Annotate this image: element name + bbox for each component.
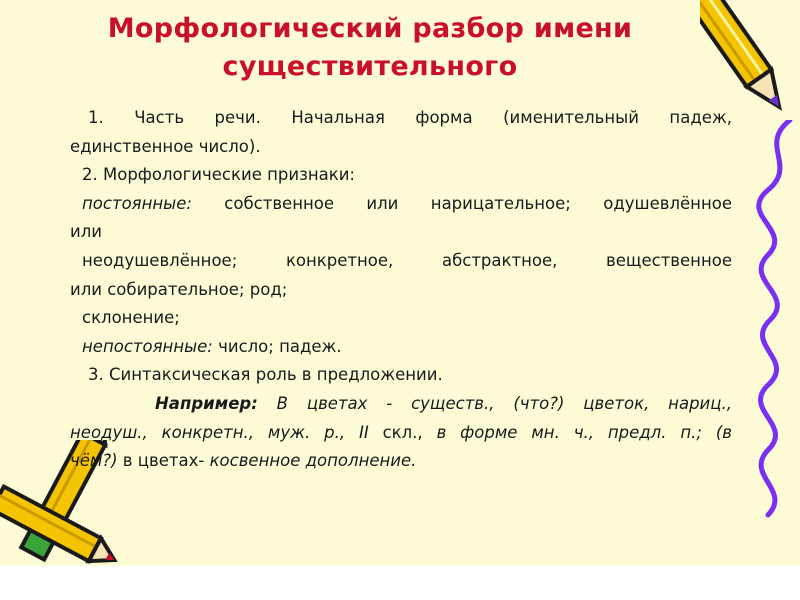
item-3: 3. Синтаксическая роль в предложении. <box>88 365 443 385</box>
permanent-text-1: собственное или нарицательное; одушевлённое <box>224 193 732 213</box>
permanent-features <box>70 190 732 219</box>
nonpermanent-features <box>70 333 732 362</box>
example-text-1: В цветах - существ., (что?) цветок, нариц., <box>276 393 732 413</box>
permanent-text-3: неодушевлённое; конкретное, абстрактное, вещественное <box>82 250 732 270</box>
bottom-strip <box>0 566 800 600</box>
permanent-label: постоянные: <box>82 193 192 213</box>
permanent-text-4: или собирательное; род; <box>70 279 288 299</box>
example-label: Например: <box>155 393 258 413</box>
nonpermanent-label: непостоянные: <box>82 336 213 356</box>
analysis-plan <box>70 104 732 476</box>
nonpermanent-text: число; падеж. <box>218 336 342 356</box>
item-2: 2. Морфологические признаки: <box>82 165 355 185</box>
example-text-3c: косвенное дополнение. <box>209 451 417 471</box>
item-1-cont: единственное число). <box>70 136 261 156</box>
example-text-3a: чём?) <box>70 451 118 471</box>
page-title <box>40 10 700 86</box>
permanent-text-5: склонение; <box>82 308 180 328</box>
title-line-1: Морфологический разбор имени <box>107 13 633 44</box>
example-line-2 <box>70 419 732 448</box>
item-1: 1. Часть речи. Начальная форма (именительный падеж, <box>88 108 732 127</box>
example-line-1 <box>70 390 732 419</box>
permanent-text-2: или <box>70 222 102 242</box>
example-line-3 <box>70 447 732 476</box>
example-text-2b: скл., <box>368 422 437 442</box>
example-text-2c: в форме мн. ч., предл. п.; (в <box>436 422 732 442</box>
title-line-2: существительного <box>222 51 518 82</box>
squiggle-line-icon <box>738 120 800 530</box>
example-text-3b: в цветах- <box>117 451 210 471</box>
example-text-2a: неодуш., конкретн., муж. р., II <box>70 422 369 442</box>
